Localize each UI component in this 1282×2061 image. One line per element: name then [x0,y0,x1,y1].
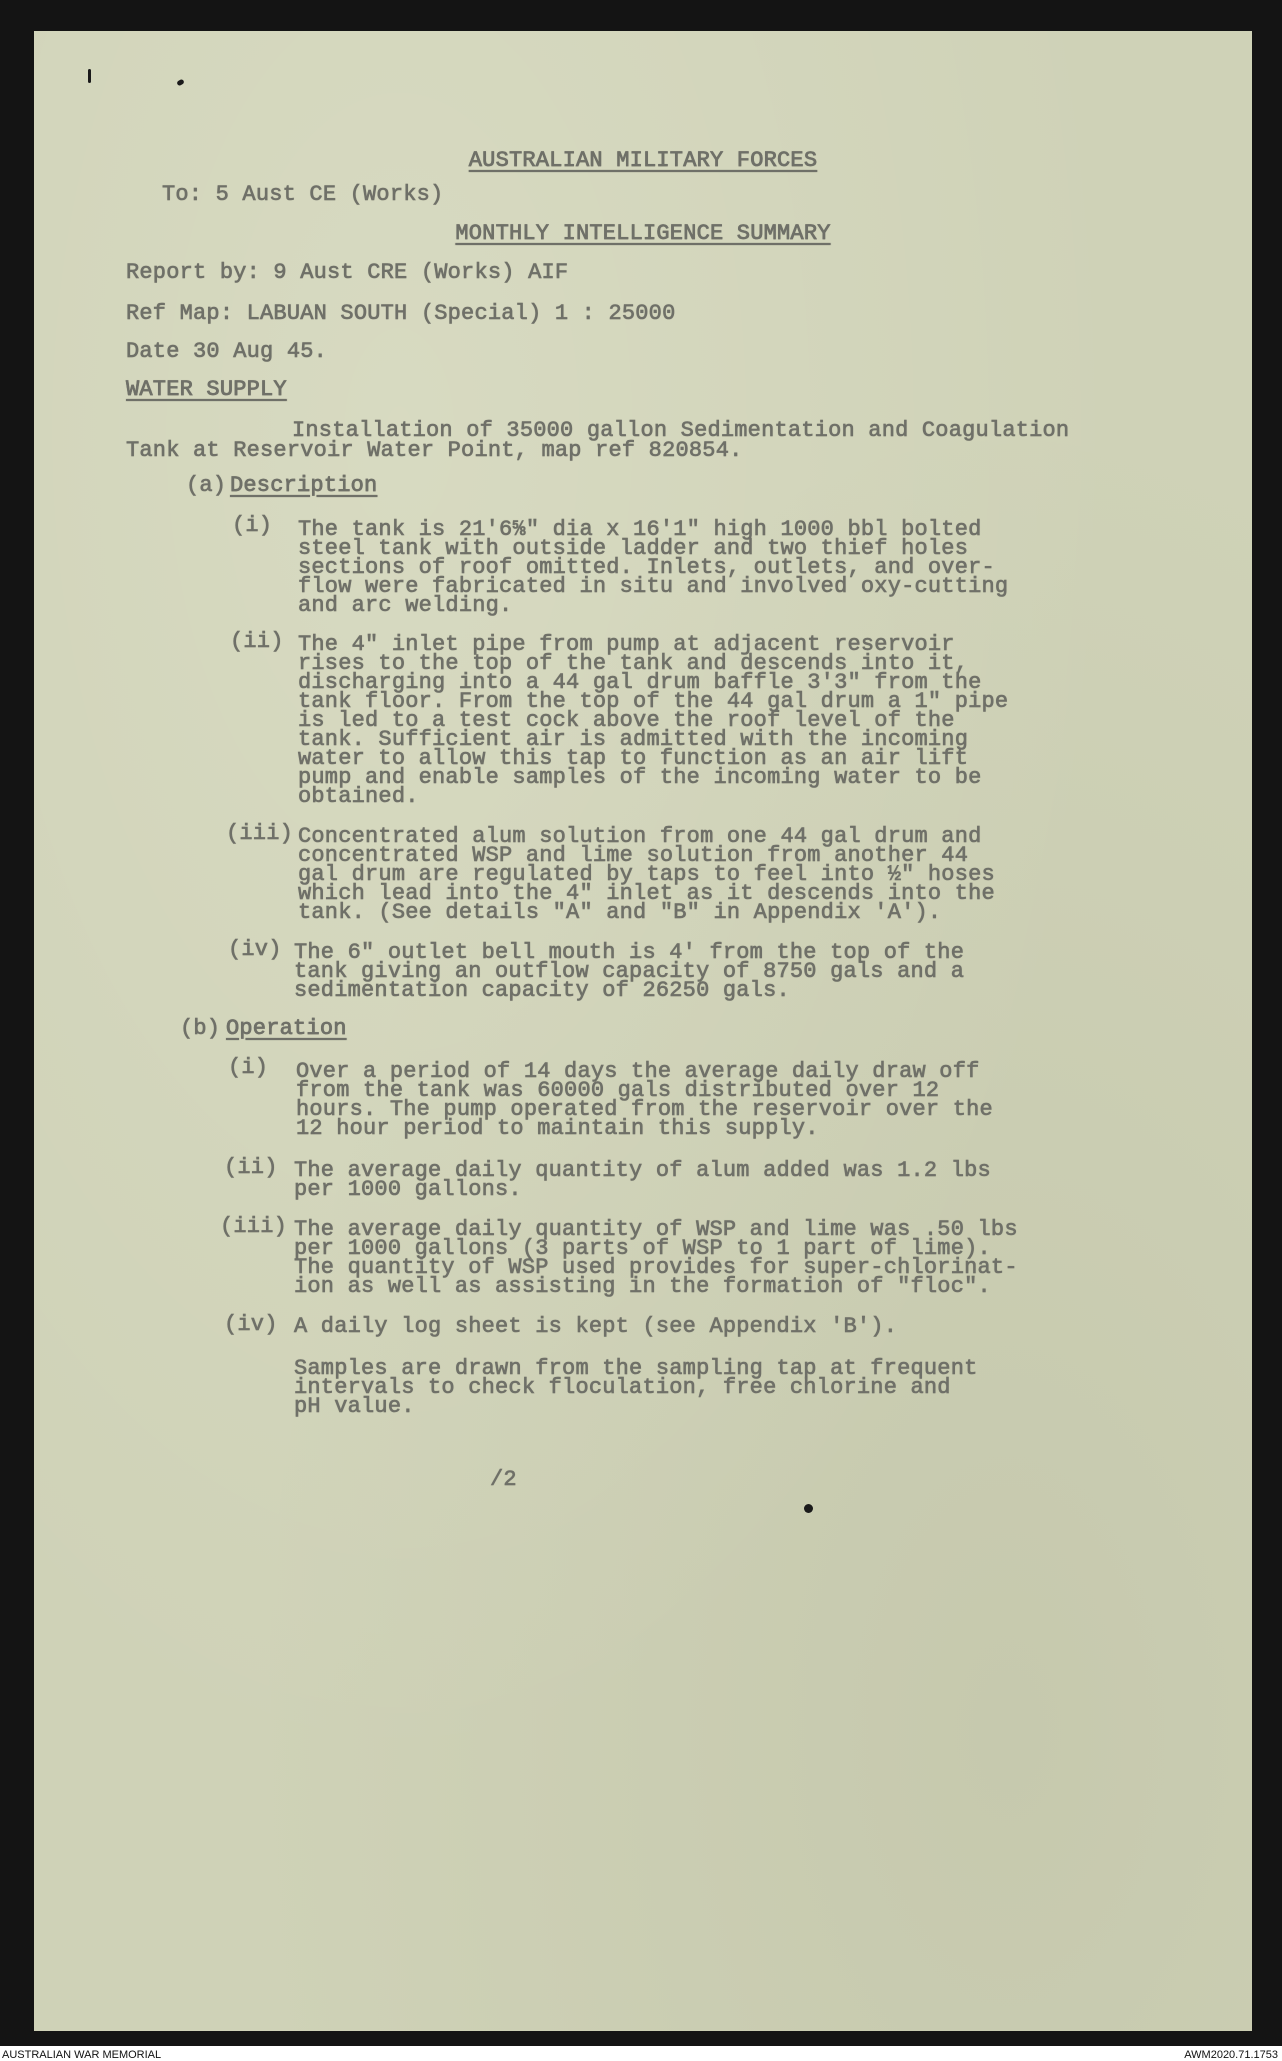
intro-line: Tank at Reservoir Water Point, map ref 820854. [126,438,743,463]
page-continuation-marker: /2 [490,1467,517,1492]
closing-text-line: intervals to check floculation, free chlorine and [294,1375,951,1400]
archive-footer-left: AUSTRALIAN WAR MEMORIAL [2,2049,162,2061]
item-text-line: tank. (See details "A" and "B" in Appendix 'A'). [298,900,942,925]
item-text-line: and arc welding. [298,593,513,618]
paper-mark [88,69,91,83]
item-text-line: The average daily quantity of WSP and lime was .50 lbs [294,1217,1018,1242]
item-text-line: per 1000 gallons. [294,1177,522,1202]
part-b-label: (b) [180,1016,221,1041]
item-text-line: The 6" outlet bell mouth is 4' from the top of the [294,940,965,965]
item-text-line: Concentrated alum solution from one 44 gal drum and [298,824,982,849]
part-a-item-number: (ii) [230,629,284,654]
part-b-item-number: (iii) [220,1214,288,1239]
part-a-heading: Description [230,473,378,498]
item-text-line: which lead into the 4" inlet as it descends into the [298,881,995,906]
closing-text-line: Samples are drawn from the sampling tap at frequent [294,1356,978,1381]
date-line: Date 30 Aug 45. [126,339,328,364]
closing-text-line: pH value. [294,1394,415,1419]
item-text-line: flow were fabricated in situ and involved oxy-cutting [298,574,1009,599]
item-text-line: ion as well as assisting in the formation of "floc". [294,1274,991,1299]
item-text-line: pump and enable samples of the incoming water to be [298,765,982,790]
item-text-line: discharging into a 44 gal drum baffle 3'3" from the [298,670,982,695]
item-text-line: hours. The pump operated from the reservoir over the [296,1097,993,1122]
item-text-line: 12 hour period to maintain this supply. [296,1116,819,1141]
item-text-line: per 1000 gallons (3 parts of WSP to 1 part of lime). [294,1236,991,1261]
item-text-line: The 4" inlet pipe from pump at adjacent reservoir [298,632,955,657]
item-text-line: The quantity of WSP used provides for super-chlorinat- [294,1255,1018,1280]
part-b-item-number: (i) [228,1055,269,1080]
item-text-line: rises to the top of the tank and descends into it, [298,651,969,676]
document-title: MONTHLY INTELLIGENCE SUMMARY [455,221,831,246]
item-text-line: sedimentation capacity of 26250 gals. [294,978,790,1003]
part-b-item-number: (ii) [224,1155,278,1180]
paper-mark [176,79,185,87]
item-text-line: sections of roof omitted. Inlets, outlets, and over- [298,555,995,580]
item-text-line: The tank is 21'6⅝" dia x 16'1" high 1000 bbl bolted [298,517,982,542]
item-text-line: from the tank was 60000 gals distributed over 12 [296,1078,940,1103]
item-text-line: water to allow this tap to function as an air lift [298,746,969,771]
intro-line: Installation of 35000 gallon Sedimentation and Coagulation [292,418,1070,443]
item-text-line: gal drum are regulated by taps to feel into ½" hoses [298,862,995,887]
item-text-line: concentrated WSP and lime solution from another 44 [298,843,969,868]
part-b-heading: Operation [226,1016,347,1041]
document-heading: AUSTRALIAN MILITARY FORCES [468,148,818,173]
part-b-item-number: (iv) [224,1312,278,1337]
item-text-line: tank. Sufficient air is admitted with the incoming [298,727,969,752]
item-text-line: tank floor. From the top of the 44 gal drum a 1" pipe [298,689,1009,714]
part-a-item-number: (iv) [228,937,282,962]
ref-map-line: Ref Map: LABUAN SOUTH (Special) 1 : 25000 [126,301,676,326]
addressee-line: To: 5 Aust CE (Works) [162,182,444,207]
item-text-line: obtained. [298,784,419,809]
paper-mark [804,1504,813,1513]
item-text-line: The average daily quantity of alum added was 1.2 lbs [294,1158,991,1183]
document-page [34,31,1252,2031]
item-text-line: tank giving an outflow capacity of 8750 gals and a [294,959,965,984]
item-text-line: Over a period of 14 days the average daily draw off [296,1059,980,1084]
item-text-line: is led to a test cock above the roof level of the [298,708,955,733]
archive-footer-right: AWM2020.71.1753 [1184,2049,1278,2061]
part-a-item-number: (i) [232,513,273,538]
part-a-item-number: (iii) [226,821,294,846]
report-by-line: Report by: 9 Aust CRE (Works) AIF [126,260,569,285]
section-heading: WATER SUPPLY [126,377,287,402]
item-text-line: steel tank with outside ladder and two thief holes [298,536,969,561]
part-a-label: (a) [186,473,227,498]
item-text-line: A daily log sheet is kept (see Appendix 'B'). [294,1314,898,1339]
